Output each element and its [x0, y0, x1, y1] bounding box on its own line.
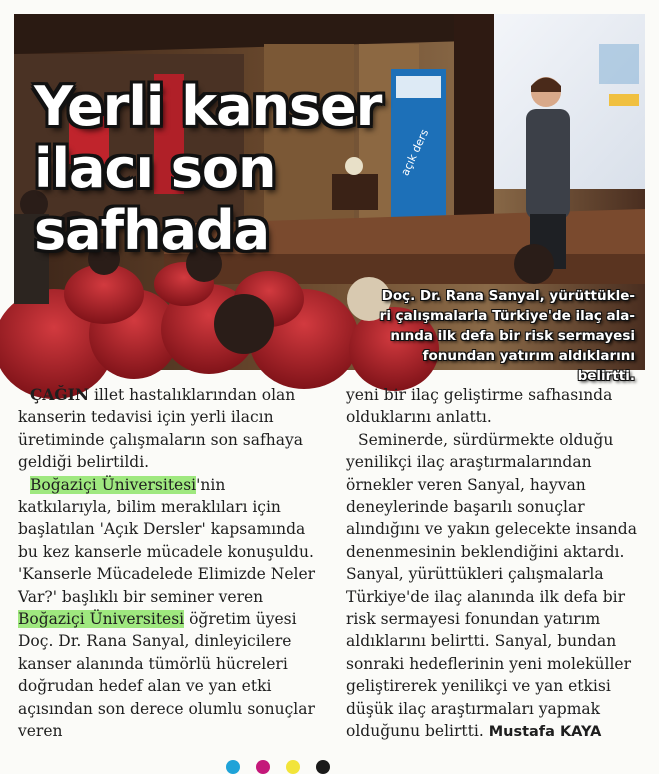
- registration-mark-black: [316, 760, 330, 774]
- author-byline: Mustafa KAYA: [488, 724, 602, 741]
- caption-line-1: Doç. Dr. Rana Sanyal, yürüttükle-: [381, 288, 635, 304]
- headline-line-3: safhada: [34, 199, 270, 262]
- registration-mark-yellow: [286, 760, 300, 774]
- news-photo: [14, 14, 645, 384]
- lead-word: ÇAĞIN: [30, 385, 90, 404]
- caption-line-2: ri çalışmalarla Türkiye'de ilaç ala-: [379, 308, 635, 324]
- paragraph-text: öğretim üyesi Doç. Dr. Rana Sanyal, dinleyicilere kanser alanında tümörlü hücreleri doğrudan hedef alan ve yan etki açısından son derece olumlu sonuçlar veren: [18, 610, 315, 741]
- article-column-1: [18, 384, 318, 743]
- registration-mark-cyan: [226, 760, 240, 774]
- highlighted-term: Boğaziçi Üniversitesi: [18, 610, 185, 629]
- headline-line-1: Yerli kanser: [34, 75, 382, 138]
- highlighted-term: Boğaziçi Üniversitesi: [30, 475, 197, 494]
- photo-caption: [367, 286, 635, 386]
- article-column-2: [346, 384, 646, 744]
- article-paragraph: yeni bir ilaç geliştirme safhasında olduklarını anlattı.: [346, 386, 613, 427]
- article-paragraph: [18, 474, 318, 743]
- caption-line-3: nında ilk defa bir risk sermayesi: [390, 328, 635, 344]
- article-paragraph: [346, 429, 646, 744]
- paragraph-text: illet hastalıklarından olan kanserin tedavisi için yerli ilacın üretiminde çalışmaların son safhaya geldiği belirtildi.: [18, 386, 303, 472]
- article-paragraph: [18, 384, 318, 474]
- headline: [34, 76, 381, 262]
- headline-line-2: ilacı son: [34, 137, 276, 200]
- banner-text: açık ders: [398, 127, 432, 178]
- paragraph-text: Seminerde, sürdürmekte olduğu yenilikçi ilaç araştırmalarından örnekler veren Sanyal, hayvan deneylerinde başarılı sonuçlar alındığını ve yakın gelecekte insanda denenmesinin beklendiğini aktardı. Sanyal, yürüttükleri çalışmalarla Türkiye'de ilaç alanında ilk defa bir risk sermayesi fonundan yatırım aldıklarını belirtti. Sanyal, bundan sonraki hedeflerinin yeni moleküller geliştirerek yenilikçi ve yan etkisi düşük ilaç araştırmaları yapmak olduğunu belirtti.: [346, 430, 637, 741]
- caption-line-4: fonundan yatırım aldıklarını belirtti.: [422, 348, 635, 384]
- paragraph-text: 'nin katkılarıyla, bilim meraklıları için başlatılan 'Açık Dersler' kapsamında bu kez kanserle mücadele konuşuldu. 'Kanserle Mücadelede Elimizde Neler Var?' başlıklı bir seminer veren: [18, 475, 316, 606]
- registration-mark-magenta: [256, 760, 270, 774]
